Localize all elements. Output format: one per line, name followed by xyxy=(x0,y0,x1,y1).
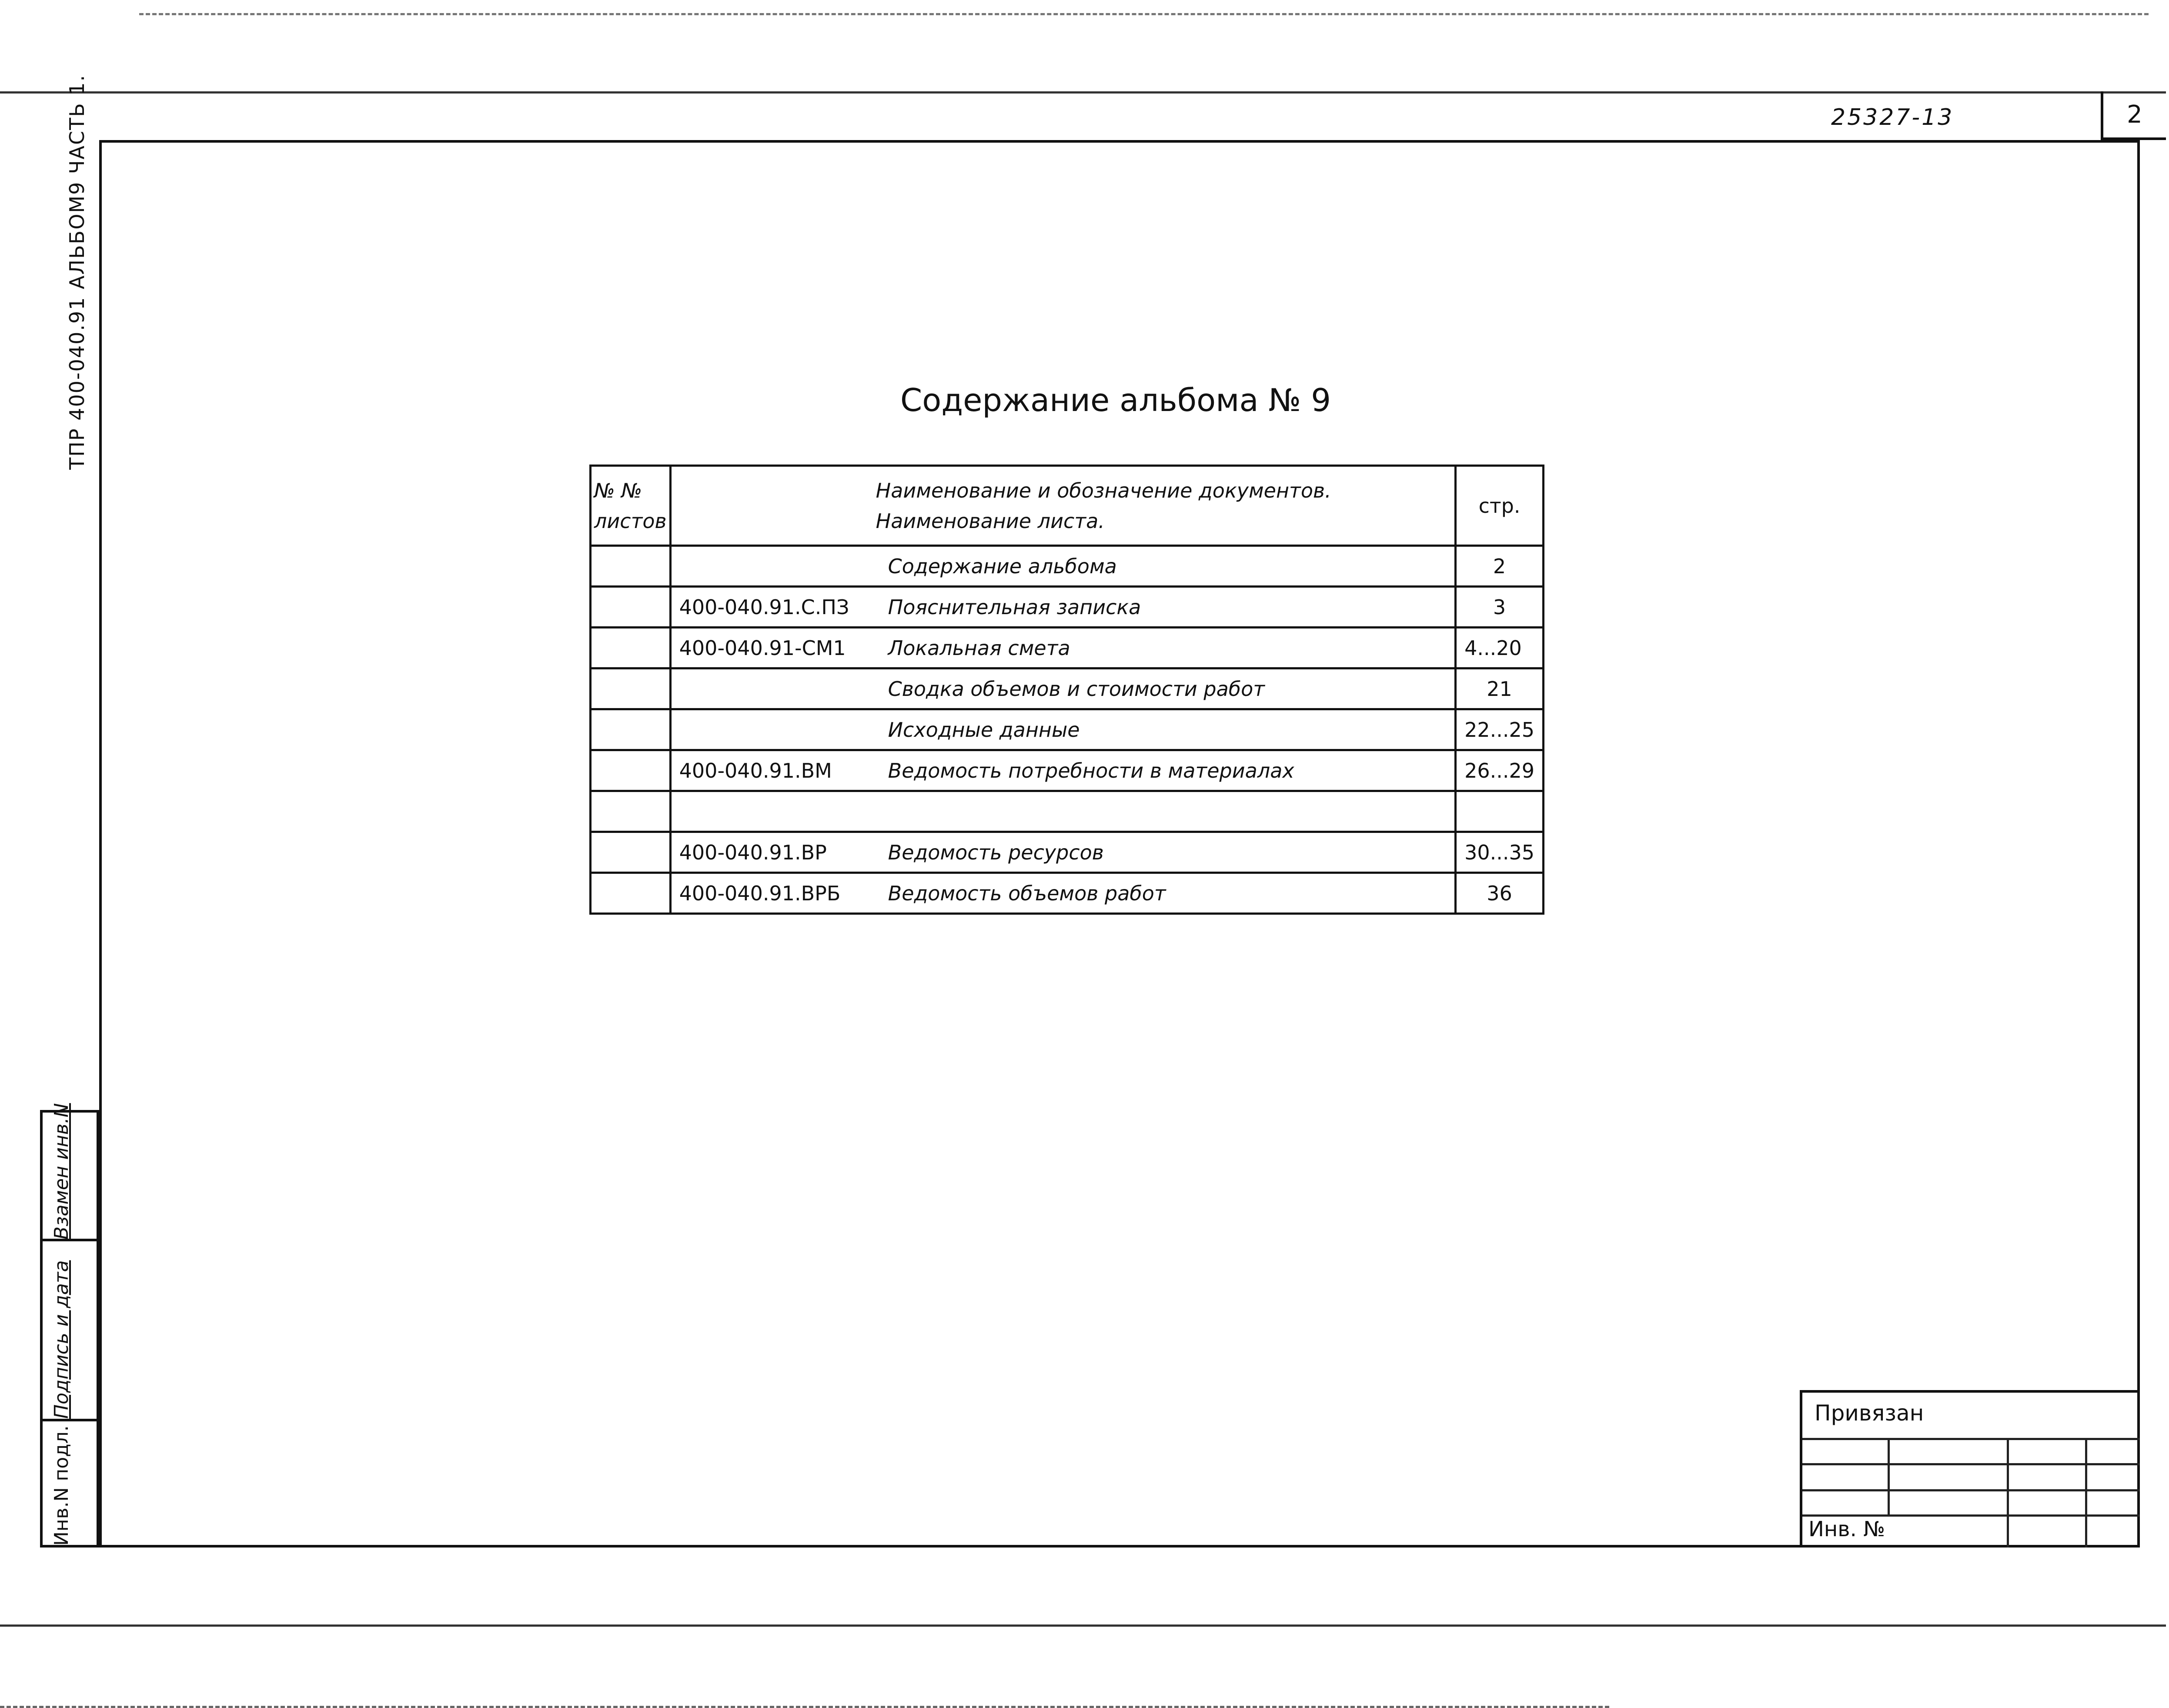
sheet-no-cell xyxy=(591,546,671,587)
side-title: ТПР 400-040.91 АЛЬБОМ9 ЧАСТЬ 1. xyxy=(65,74,89,470)
header-sheet-no-line1: № № xyxy=(594,478,642,502)
bound-label: Привязан xyxy=(1815,1400,1924,1426)
document-code: 400-040.91.ВР xyxy=(679,840,827,864)
page-cell: 21 xyxy=(1456,668,1544,709)
table-header-row xyxy=(591,466,1544,546)
header-page: стр. xyxy=(1456,466,1544,546)
inv-original-stamp xyxy=(40,1419,99,1548)
page-cell: 30...35 xyxy=(1456,832,1544,873)
sheet-no-cell xyxy=(591,628,671,668)
document-title: Исходные данные xyxy=(888,718,1080,742)
document-title: Пояснительная записка xyxy=(888,595,1141,619)
document-code: 400-040.91.ВМ xyxy=(679,759,832,782)
document-title: Ведомость объемов работ xyxy=(888,881,1166,905)
page-cell: 2 xyxy=(1456,546,1544,587)
table-row xyxy=(591,832,1544,873)
table-row xyxy=(591,668,1544,709)
table-row xyxy=(591,709,1544,750)
document-cell xyxy=(670,750,1455,791)
document-cell xyxy=(670,791,1455,832)
top-trim-line xyxy=(139,13,2149,15)
header-name-line1: Наименование и обозначение документов. xyxy=(876,478,1331,502)
table-row xyxy=(591,546,1544,587)
header-name xyxy=(670,466,1455,546)
page-number-box xyxy=(2101,91,2166,140)
document-code: 400-040.91-СМ1 xyxy=(679,636,846,660)
bottom-trim-line xyxy=(0,1706,1609,1708)
title-block-rule xyxy=(1888,1438,1890,1514)
document-title: Сводка объемов и стоимости работ xyxy=(888,677,1265,701)
title-block-rule xyxy=(1802,1463,2140,1465)
sheet-no-cell xyxy=(591,668,671,709)
document-cell xyxy=(670,709,1455,750)
title-block-rule xyxy=(1802,1438,2140,1440)
document-cell xyxy=(670,587,1455,628)
title-block-rule xyxy=(2085,1438,2087,1548)
title-block-rule xyxy=(2007,1438,2009,1548)
page-cell: 4...20 xyxy=(1456,628,1544,668)
page-cell xyxy=(1456,791,1544,832)
table-row xyxy=(591,873,1544,914)
inv-no-label: Инв. № xyxy=(1808,1517,1885,1541)
document-title: Ведомость потребности в материалах xyxy=(888,759,1294,782)
page-title: Содержание альбома № 9 xyxy=(900,382,1331,418)
sheet-no-cell xyxy=(591,709,671,750)
sheet-no-cell xyxy=(591,791,671,832)
title-block-rule xyxy=(1802,1489,2140,1491)
document-cell xyxy=(670,668,1455,709)
title-block-rule xyxy=(1802,1514,2140,1517)
page-cell: 22...25 xyxy=(1456,709,1544,750)
page-cell: 36 xyxy=(1456,873,1544,914)
document-code: 400-040.91.С.ПЗ xyxy=(679,595,849,619)
table-row xyxy=(591,791,1544,832)
header-sheet-no-line2: листов xyxy=(594,509,667,533)
page-cell: 3 xyxy=(1456,587,1544,628)
replaced-inv-label: Взамен инв.N xyxy=(50,1103,73,1240)
table-row xyxy=(591,587,1544,628)
table-row xyxy=(591,628,1544,668)
replaced-inv-stamp xyxy=(40,1103,99,1241)
document-title: Ведомость ресурсов xyxy=(888,840,1104,864)
sheet-no-cell xyxy=(591,873,671,914)
title-block xyxy=(1800,1390,2140,1548)
sheet-no-cell xyxy=(591,832,671,873)
header-sheet-no xyxy=(591,466,671,546)
table-row xyxy=(591,750,1544,791)
sheet-no-cell xyxy=(591,750,671,791)
document-cell xyxy=(670,628,1455,668)
sign-date-stamp xyxy=(40,1239,99,1421)
header-name-line2: Наименование листа. xyxy=(876,509,1105,533)
sheet-no-cell xyxy=(591,587,671,628)
document-title: Локальная смета xyxy=(888,636,1070,660)
inv-original-label: Инв.N подл. xyxy=(50,1425,73,1546)
document-cell xyxy=(670,873,1455,914)
document-cell xyxy=(670,832,1455,873)
document-code: 400-040.91.ВРБ xyxy=(679,881,841,905)
page-number: 2 xyxy=(2127,100,2142,129)
document-number: 25327-13 xyxy=(1831,104,1954,130)
document-cell xyxy=(670,546,1455,587)
document-title: Содержание альбома xyxy=(888,554,1117,578)
contents-table xyxy=(589,465,1544,915)
page-cell: 26...29 xyxy=(1456,750,1544,791)
sign-date-label: Подпись и дата xyxy=(50,1260,73,1419)
